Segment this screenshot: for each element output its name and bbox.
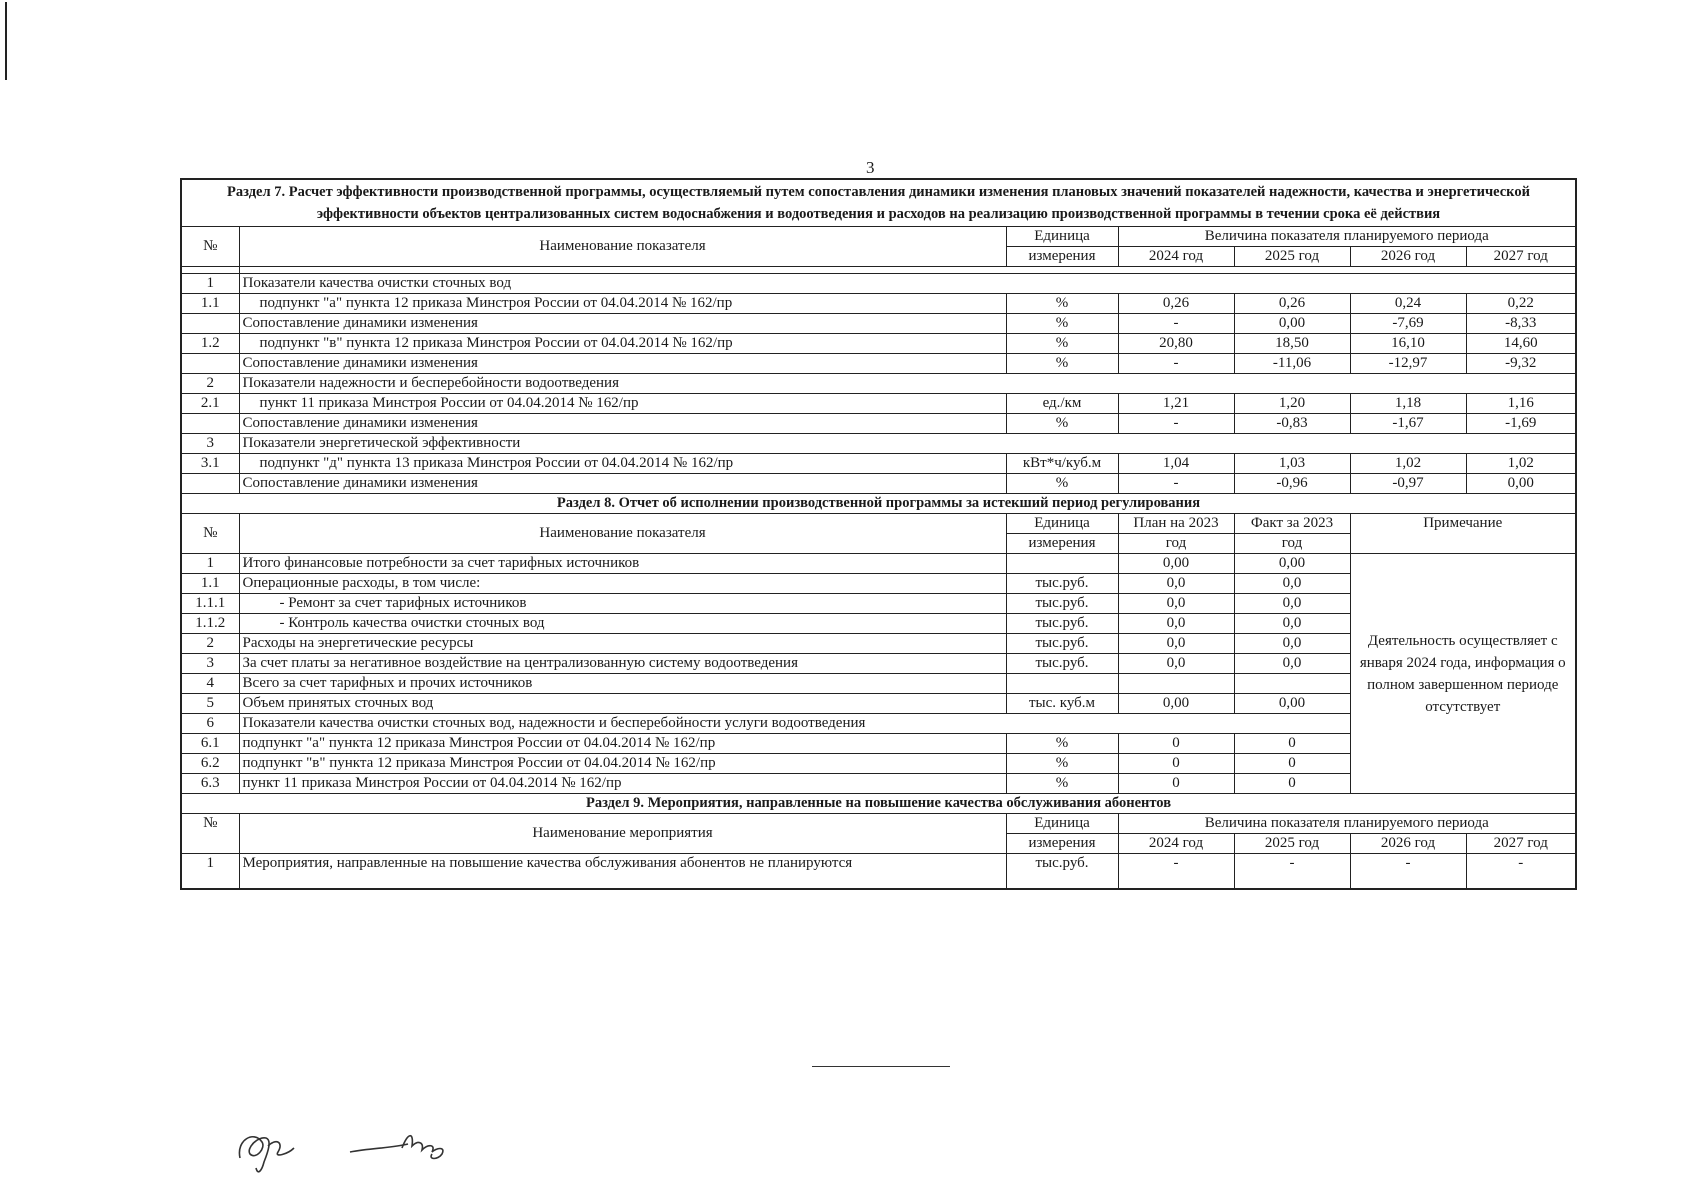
s9-row-value-4: - <box>1466 854 1576 890</box>
s7-row-2025: 18,50 <box>1234 334 1350 354</box>
s8-row-unit: тыс. куб.м <box>1006 694 1118 714</box>
s8-head-note: Примечание <box>1350 514 1576 554</box>
s8-row-name: - Ремонт за счет тарифных источников <box>239 594 1006 614</box>
s7-row-unit: % <box>1006 294 1118 314</box>
s7-row-2026: -7,69 <box>1350 314 1466 334</box>
table-row <box>181 394 1576 414</box>
s8-row-plan <box>1118 674 1234 694</box>
s8-row-name: подпункт "в" пункта 12 приказа Минстроя России от 04.04.2014 № 162/пр <box>239 754 1006 774</box>
section7-title-row <box>181 179 1576 227</box>
s8-row-num: 5 <box>181 694 239 714</box>
s7-row-unit: % <box>1006 414 1118 434</box>
table-row <box>181 454 1576 474</box>
s8-row-name: пункт 11 приказа Минстроя России от 04.04.2014 № 162/пр <box>239 774 1006 794</box>
s7-row-group-name: Показатели надежности и бесперебойности водоотведения <box>239 374 1576 394</box>
s8-row-name: Итого финансовые потребности за счет тарифных источников <box>239 554 1006 574</box>
s7-row-num: 1 <box>181 274 239 294</box>
s7-row-name: Сопоставление динамики изменения <box>239 354 1006 374</box>
s8-row-name: Расходы на энергетические ресурсы <box>239 634 1006 654</box>
s7-row-name: подпункт "в" пункта 12 приказа Минстроя России от 04.04.2014 № 162/пр <box>239 334 1006 354</box>
s8-row-num: 2 <box>181 634 239 654</box>
s7-row-num <box>181 354 239 374</box>
s9-head-period: Величина показателя планируемого периода <box>1118 814 1576 834</box>
s7-row-2026: 1,02 <box>1350 454 1466 474</box>
s7-row-name: Сопоставление динамики изменения <box>239 314 1006 334</box>
table-row <box>181 854 1576 890</box>
table-row <box>181 314 1576 334</box>
s7-row-name: Сопоставление динамики изменения <box>239 474 1006 494</box>
s8-row-num: 1.1.2 <box>181 614 239 634</box>
s8-row-plan: 0,0 <box>1118 634 1234 654</box>
document-body <box>180 178 1575 890</box>
s7-head-y3: 2026 год <box>1350 247 1466 267</box>
s9-row-value-1: - <box>1118 854 1234 890</box>
s7-row-unit: % <box>1006 474 1118 494</box>
s7-row-2026: -0,97 <box>1350 474 1466 494</box>
s8-row-plan: 0 <box>1118 754 1234 774</box>
s8-row-unit: тыс.руб. <box>1006 654 1118 674</box>
scan-edge-mark <box>5 2 7 80</box>
s8-row-num: 1.1 <box>181 574 239 594</box>
s7-row-2025: -0,83 <box>1234 414 1350 434</box>
table-row <box>181 354 1576 374</box>
s8-row-fact: 0,0 <box>1234 574 1350 594</box>
s9-row-value-2: - <box>1234 854 1350 890</box>
s8-row-fact: 0,0 <box>1234 654 1350 674</box>
s7-row-2024: 20,80 <box>1118 334 1234 354</box>
s8-row-name: Всего за счет тарифных и прочих источников <box>239 674 1006 694</box>
section7-header-row-1 <box>181 227 1576 247</box>
s9-head-name: Наименование мероприятия <box>239 814 1006 854</box>
s9-row-num: 1 <box>181 854 239 890</box>
s7-row-num: 3.1 <box>181 454 239 474</box>
s7-row-unit: % <box>1006 354 1118 374</box>
section7-rows <box>181 274 1576 494</box>
table-row <box>181 554 1576 574</box>
s7-row-2024: - <box>1118 314 1234 334</box>
s7-row-num <box>181 474 239 494</box>
s7-row-2027: -8,33 <box>1466 314 1576 334</box>
s8-row-plan: 0,0 <box>1118 594 1234 614</box>
s7-spacer-row <box>181 267 1576 274</box>
s7-row-name: подпункт "д" пункта 13 приказа Минстроя России от 04.04.2014 № 162/пр <box>239 454 1006 474</box>
s8-row-plan: 0,0 <box>1118 654 1234 674</box>
s7-row-unit: кВт*ч/куб.м <box>1006 454 1118 474</box>
s8-head-fact-1: Факт за 2023 <box>1234 514 1350 534</box>
s7-row-num: 2 <box>181 374 239 394</box>
s8-row-fact: 0 <box>1234 774 1350 794</box>
s8-row-num: 6.1 <box>181 734 239 754</box>
s8-row-num: 1 <box>181 554 239 574</box>
s7-row-2025: -11,06 <box>1234 354 1350 374</box>
s7-head-num: № <box>181 227 239 267</box>
s8-row-plan: 0 <box>1118 734 1234 754</box>
section9-title: Раздел 9. Мероприятия, направленные на повышение качества обслуживания абонентов <box>181 794 1576 814</box>
s7-row-name: Сопоставление динамики изменения <box>239 414 1006 434</box>
s7-head-y1: 2024 год <box>1118 247 1234 267</box>
s8-row-num: 1.1.1 <box>181 594 239 614</box>
s7-row-2026: -1,67 <box>1350 414 1466 434</box>
s8-head-num: № <box>181 514 239 554</box>
s7-row-2025: 0,00 <box>1234 314 1350 334</box>
s7-row-unit: % <box>1006 334 1118 354</box>
s8-row-fact: 0,0 <box>1234 594 1350 614</box>
s7-row-name: подпункт "а" пункта 12 приказа Минстроя России от 04.04.2014 № 162/пр <box>239 294 1006 314</box>
s8-row-num: 6 <box>181 714 239 734</box>
s7-head-period: Величина показателя планируемого периода <box>1118 227 1576 247</box>
s7-row-num <box>181 414 239 434</box>
s7-row-group-name: Показатели энергетической эффективности <box>239 434 1576 454</box>
s8-row-num: 3 <box>181 654 239 674</box>
s8-row-unit: тыс.руб. <box>1006 614 1118 634</box>
section7-title: Раздел 7. Расчет эффективности производственной программы, осуществляемый путем сопоставления динамики изменения плановых значений показателей надежности, качества и энергетической эффективности объектов централизованных систем водоснабжения и водоотведения и расходов на реализацию производственной программы в течении срока её действия <box>181 179 1576 227</box>
s7-head-unit-2: измерения <box>1006 247 1118 267</box>
table-row <box>181 434 1576 454</box>
table-row <box>181 294 1576 314</box>
s7-head-y2: 2025 год <box>1234 247 1350 267</box>
section8-title-row <box>181 494 1576 514</box>
s8-row-name: Объем принятых сточных вод <box>239 694 1006 714</box>
s7-row-2025: -0,96 <box>1234 474 1350 494</box>
s7-row-2027: -1,69 <box>1466 414 1576 434</box>
s7-row-2027: 1,16 <box>1466 394 1576 414</box>
s7-row-num: 2.1 <box>181 394 239 414</box>
s9-head-y3: 2026 год <box>1350 834 1466 854</box>
s7-row-2027: 0,00 <box>1466 474 1576 494</box>
s7-row-2026: 1,18 <box>1350 394 1466 414</box>
table-row <box>181 474 1576 494</box>
s8-row-fact: 0,0 <box>1234 634 1350 654</box>
s8-row-num: 6.3 <box>181 774 239 794</box>
s8-row-unit <box>1006 674 1118 694</box>
s7-row-2024: - <box>1118 354 1234 374</box>
s9-head-num: № <box>181 814 239 854</box>
s7-head-name: Наименование показателя <box>239 227 1006 267</box>
table-row <box>181 334 1576 354</box>
s9-head-y1: 2024 год <box>1118 834 1234 854</box>
table-row <box>181 374 1576 394</box>
s8-row-fact: 0,00 <box>1234 554 1350 574</box>
s7-row-num <box>181 314 239 334</box>
s9-head-unit-1: Единица <box>1006 814 1118 834</box>
s8-row-plan: 0,0 <box>1118 614 1234 634</box>
s8-row-fact: 0 <box>1234 754 1350 774</box>
page-number: 3 <box>866 158 875 177</box>
s8-row-name: подпункт "а" пункта 12 приказа Минстроя России от 04.04.2014 № 162/пр <box>239 734 1006 754</box>
section8-header-row-1 <box>181 514 1576 534</box>
s8-row-name: За счет платы за негативное воздействие на централизованную систему водоотведения <box>239 654 1006 674</box>
s9-row-name: Мероприятия, направленные на повышение качества обслуживания абонентов не планируются <box>239 854 1006 890</box>
s8-row-num: 4 <box>181 674 239 694</box>
s8-row-num: 6.2 <box>181 754 239 774</box>
table-row <box>181 414 1576 434</box>
s7-row-2025: 0,26 <box>1234 294 1350 314</box>
table-body <box>181 179 1576 274</box>
section9-rows <box>181 854 1576 890</box>
s9-head-unit-2: измерения <box>1006 834 1118 854</box>
s8-row-fact: 0,00 <box>1234 694 1350 714</box>
s7-row-2025: 1,03 <box>1234 454 1350 474</box>
s8-row-unit: % <box>1006 734 1118 754</box>
s7-row-unit: ед./км <box>1006 394 1118 414</box>
s8-row-unit: % <box>1006 754 1118 774</box>
s7-row-2024: 1,04 <box>1118 454 1234 474</box>
s8-row-fact <box>1234 674 1350 694</box>
s7-row-unit: % <box>1006 314 1118 334</box>
s7-row-2026: -12,97 <box>1350 354 1466 374</box>
section8-rows <box>181 554 1576 794</box>
s9-row-value-3: - <box>1350 854 1466 890</box>
section9-title-row <box>181 794 1576 814</box>
end-rule <box>812 1066 950 1067</box>
s8-row-unit: % <box>1006 774 1118 794</box>
s9-row-unit: тыс.руб. <box>1006 854 1118 890</box>
s7-row-2024: 0,26 <box>1118 294 1234 314</box>
signature-mark <box>232 1118 472 1178</box>
s8-row-unit: тыс.руб. <box>1006 594 1118 614</box>
s8-row-plan: 0,00 <box>1118 554 1234 574</box>
s8-row-unit <box>1006 554 1118 574</box>
s7-row-2027: 14,60 <box>1466 334 1576 354</box>
s8-row-fact: 0,0 <box>1234 614 1350 634</box>
section9-header-row-1 <box>181 814 1576 834</box>
s7-head-y4: 2027 год <box>1466 247 1576 267</box>
s8-head-plan-1: План на 2023 <box>1118 514 1234 534</box>
s7-row-num: 1.1 <box>181 294 239 314</box>
s8-head-unit-2: измерения <box>1006 534 1118 554</box>
s8-note: Деятельность осуществляет с января 2024 года, информация о полном завершенном периоде отсутствует <box>1350 554 1576 794</box>
s7-row-num: 3 <box>181 434 239 454</box>
s8-head-plan-2: год <box>1118 534 1234 554</box>
s7-row-2026: 0,24 <box>1350 294 1466 314</box>
s7-row-2025: 1,20 <box>1234 394 1350 414</box>
s7-row-name: пункт 11 приказа Минстроя России от 04.04.2014 № 162/пр <box>239 394 1006 414</box>
s8-row-plan: 0 <box>1118 774 1234 794</box>
s7-row-2024: - <box>1118 414 1234 434</box>
s8-row-unit: тыс.руб. <box>1006 634 1118 654</box>
s8-row-name: Операционные расходы, в том числе: <box>239 574 1006 594</box>
s7-row-2027: 0,22 <box>1466 294 1576 314</box>
table-row <box>181 274 1576 294</box>
report-table <box>180 178 1577 890</box>
s8-row-unit: тыс.руб. <box>1006 574 1118 594</box>
s7-row-2026: 16,10 <box>1350 334 1466 354</box>
s8-row-group-name: Показатели качества очистки сточных вод, надежности и бесперебойности услуги водоотведения <box>239 714 1350 734</box>
s8-head-name: Наименование показателя <box>239 514 1006 554</box>
section9-head <box>181 794 1576 854</box>
s8-row-name: - Контроль качества очистки сточных вод <box>239 614 1006 634</box>
section8-head <box>181 494 1576 554</box>
s8-row-plan: 0,0 <box>1118 574 1234 594</box>
s7-row-group-name: Показатели качества очистки сточных вод <box>239 274 1576 294</box>
s8-head-fact-2: год <box>1234 534 1350 554</box>
s8-row-plan: 0,00 <box>1118 694 1234 714</box>
s8-row-fact: 0 <box>1234 734 1350 754</box>
s7-row-2024: 1,21 <box>1118 394 1234 414</box>
s7-row-2027: -9,32 <box>1466 354 1576 374</box>
s9-head-y2: 2025 год <box>1234 834 1350 854</box>
s7-row-num: 1.2 <box>181 334 239 354</box>
s7-row-2024: - <box>1118 474 1234 494</box>
section8-title: Раздел 8. Отчет об исполнении производственной программы за истекший период регулирования <box>181 494 1576 514</box>
s7-head-unit-1: Единица <box>1006 227 1118 247</box>
s8-head-unit-1: Единица <box>1006 514 1118 534</box>
s9-head-y4: 2027 год <box>1466 834 1576 854</box>
s7-row-2027: 1,02 <box>1466 454 1576 474</box>
